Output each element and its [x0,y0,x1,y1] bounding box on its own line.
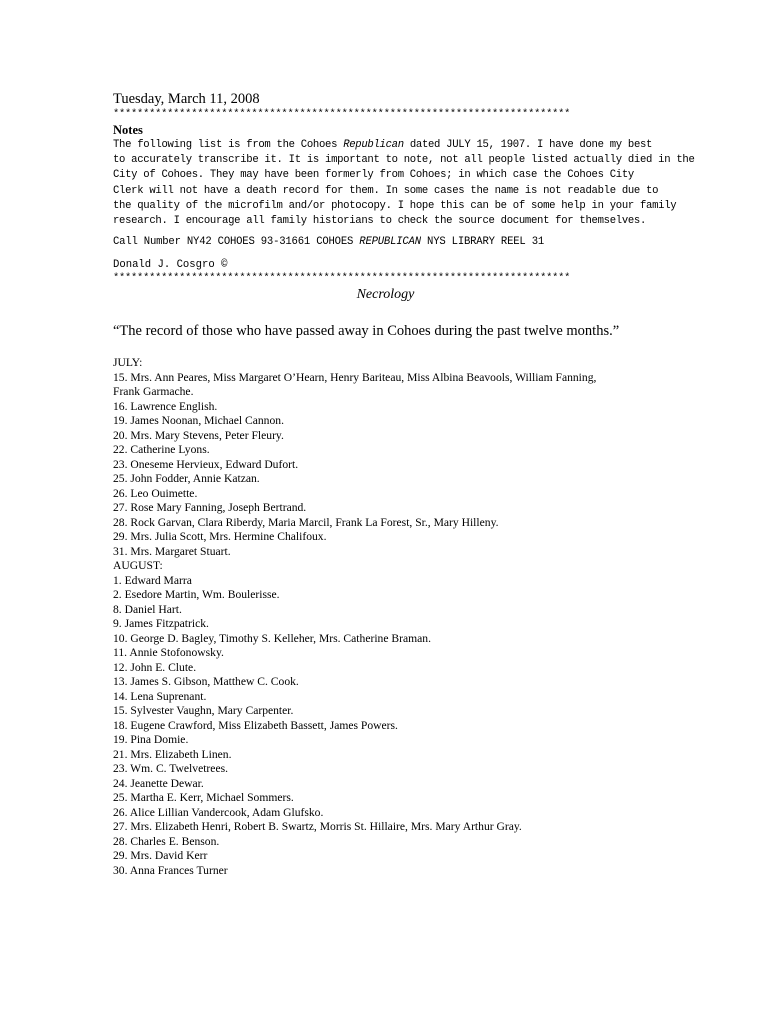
necrology-entry: 25. John Fodder, Annie Katzan. [113,472,260,486]
necrology-quote: “The record of those who have passed away in Cohoes during the past twelve months.” [113,323,620,340]
necrology-entry: 19. Pina Domie. [113,733,189,747]
necrology-entry: 29. Mrs. David Kerr [113,849,208,863]
notes-line: to accurately transcribe it. It is important to note, not all people listed actually died in the [113,154,695,167]
document-page [113,90,695,878]
necrology-entry: 29. Mrs. Julia Scott, Mrs. Hermine Chalifoux. [113,530,327,544]
necrology-entry: 20. Mrs. Mary Stevens, Peter Fleury. [113,428,284,442]
necrology-entry: 1. Edward Marra [113,573,192,587]
separator-line-bottom: **************************************************************************** [113,272,571,285]
notes-line: the quality of the microfilm and/or photocopy. I hope this can be of some help in your family [113,199,677,212]
necrology-entry: Frank Garmache. [113,385,194,399]
necrology-entry: 15. Sylvester Vaughn, Mary Carpenter. [113,704,294,718]
necrology-list [113,356,658,878]
necrology-entry: JULY: [113,356,143,370]
necrology-entry: 12. John E. Clute. [113,660,197,674]
necrology-entry: 23. Oneseme Hervieux, Edward Dufort. [113,457,299,471]
necrology-entry: 18. Eugene Crawford, Miss Elizabeth Bassett, James Powers. [113,718,398,732]
notes-line: City of Cohoes. They may have been formerly from Cohoes; in which case the Cohoes City [113,169,634,182]
necrology-entry: 27. Mrs. Elizabeth Henri, Robert B. Swartz, Morris St. Hillaire, Mrs. Mary Arthur Gray. [113,820,522,834]
document-date: Tuesday, March 11, 2008 [113,91,260,107]
necrology-entry: 28. Rock Garvan, Clara Riberdy, Maria Marcil, Frank La Forest, Sr., Mary Hilleny. [113,515,499,529]
necrology-entry: 9. James Fitzpatrick. [113,617,209,631]
necrology-entry: 25. Martha E. Kerr, Michael Sommers. [113,791,294,805]
necrology-entry: 14. Lena Suprenant. [113,689,207,703]
necrology-entry: 19. James Noonan, Michael Cannon. [113,414,284,428]
necrology-entry: 28. Charles E. Benson. [113,834,220,848]
necrology-entry: 22. Catherine Lyons. [113,443,210,457]
necrology-entry: 21. Mrs. Elizabeth Linen. [113,747,232,761]
call-number: Call Number NY42 COHOES 93-31661 COHOES REPUBLICAN NYS LIBRARY REEL 31 [113,236,545,249]
section-title: Necrology [356,287,415,303]
notes-heading: Notes [113,123,143,137]
separator-line-top: **************************************************************************** [113,108,571,120]
necrology-entry: 16. Lawrence English. [113,399,218,413]
notes-paragraph [113,138,695,229]
necrology-entry: 8. Daniel Hart. [113,602,182,616]
necrology-entry: AUGUST: [113,559,163,573]
necrology-entry: 11. Annie Stofonowsky. [113,646,224,660]
author-credit: Donald J. Cosgro © [113,259,228,272]
notes-line: Clerk will not have a death record for them. In some cases the name is not readable due to [113,184,659,197]
necrology-entry: 23. Wm. C. Twelvetrees. [113,762,228,776]
necrology-entry: 26. Alice Lillian Vandercook, Adam Glufsko. [113,805,324,819]
necrology-entry: 27. Rose Mary Fanning, Joseph Bertrand. [113,501,307,515]
notes-line: research. I encourage all family historians to check the source document for themselves. [113,215,647,228]
necrology-entry: 24. Jeanette Dewar. [113,776,204,790]
necrology-entry: 26. Leo Ouimette. [113,486,198,500]
necrology-entry: 15. Mrs. Ann Peares, Miss Margaret O’Hearn, Henry Bariteau, Miss Albina Beavools, William Fanning, [113,370,597,384]
necrology-entry: 31. Mrs. Margaret Stuart. [113,544,231,558]
necrology-entry: 10. George D. Bagley, Timothy S. Kelleher, Mrs. Catherine Braman. [113,631,431,645]
necrology-entry: 30. Anna Frances Turner [113,863,228,877]
necrology-entry: 13. James S. Gibson, Matthew C. Cook. [113,675,299,689]
necrology-entry: 2. Esedore Martin, Wm. Boulerisse. [113,588,280,602]
notes-line: The following list is from the Cohoes Republican dated JULY 15, 1907. I have done my best [113,139,653,151]
